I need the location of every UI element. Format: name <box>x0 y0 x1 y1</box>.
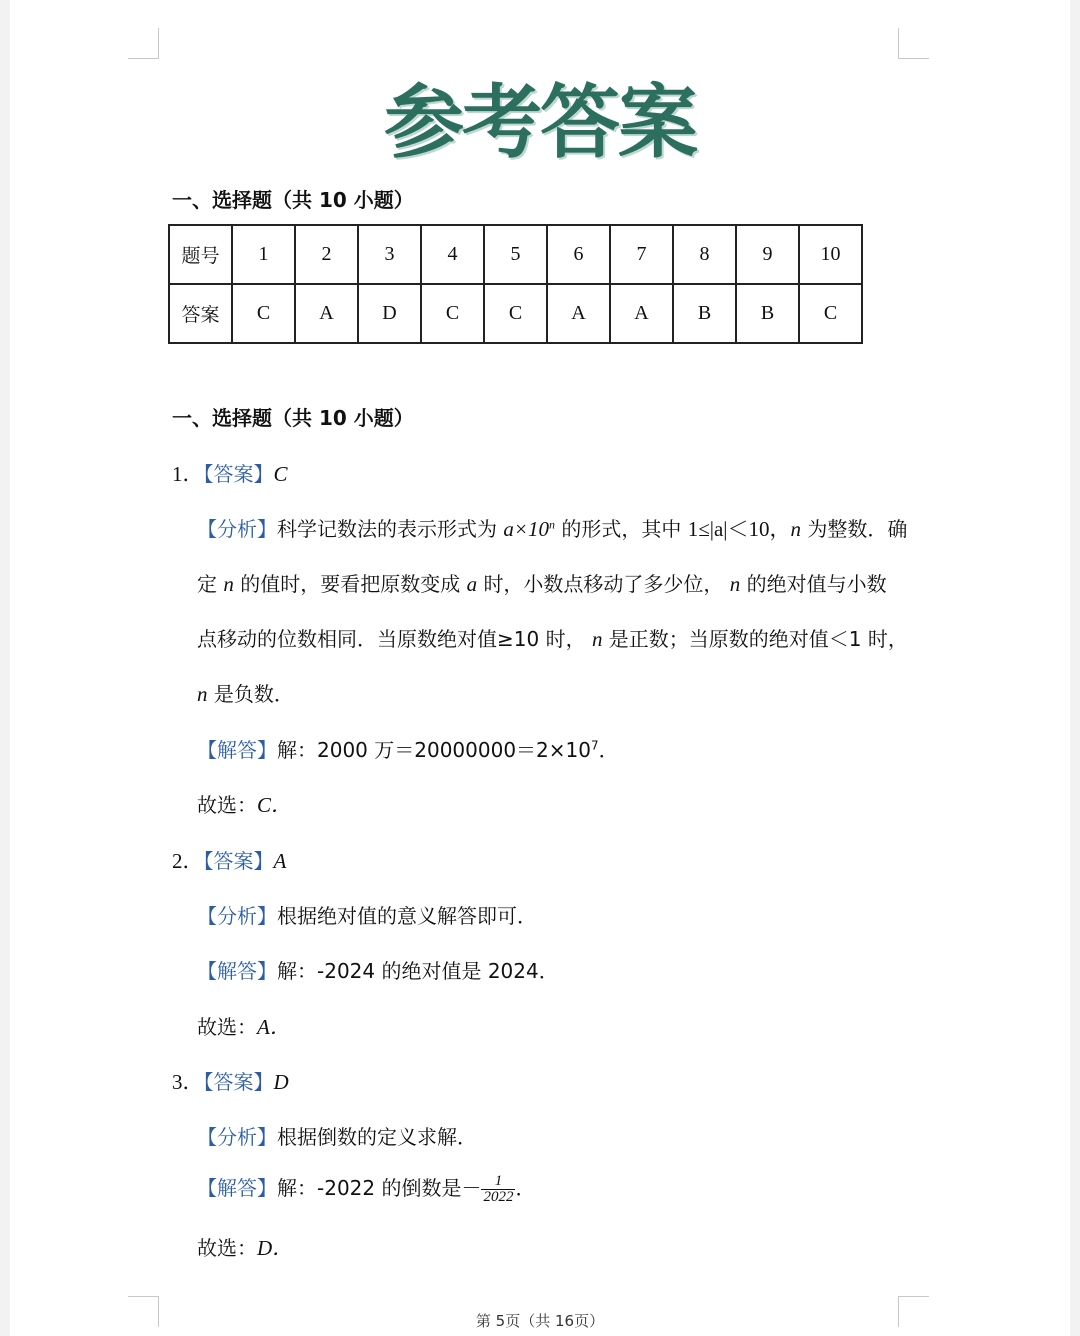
table-cell: D <box>358 284 421 343</box>
analysis-tag: 【分析】 <box>197 1125 277 1149</box>
q3-choose-line: 故选：D． <box>197 1236 294 1260</box>
q3-analysis-line: 【分析】根据倒数的定义求解． <box>197 1125 477 1149</box>
solution-tag: 【解答】 <box>197 959 277 983</box>
table-cell: 3 <box>358 225 421 284</box>
table-cell: A <box>610 284 673 343</box>
answer-value: A <box>273 849 287 873</box>
table-cell: B <box>736 284 799 343</box>
table-cell: 8 <box>673 225 736 284</box>
table-row-numbers <box>169 225 862 284</box>
analysis-tag: 【分析】 <box>197 517 277 541</box>
q1-analysis-line-1: 【分析】科学记数法的表示形式为 $a\times 10^n$ 的形式，其中 1≤|a|＜10，n 为整数．确 <box>197 517 908 541</box>
table-cell: 10 <box>799 225 862 284</box>
q1-analysis-line-3: 点移动的位数相同．当原数绝对值≥10 时， n 是正数；当原数的绝对值＜1 时， <box>197 627 908 651</box>
q2-solution-line: 【解答】解：-2024 的绝对值是 2024． <box>197 959 559 983</box>
table-row-label: 题号 <box>169 225 232 284</box>
section-heading-solutions: 一、选择题（共 10 小题） <box>172 406 414 430</box>
q1-solution-line: 【解答】解：2000 万$=20000000=2\times 10^7$． <box>197 738 619 762</box>
table-cell: C <box>232 284 295 343</box>
q3-solution-line: 【解答】解：-2022 的倒数是－ $\frac{1}{2022}$ ． <box>197 1173 536 1205</box>
q1-analysis-line-4: n 是负数． <box>197 682 294 706</box>
q1-analysis-line-2: 定 n 的值时，要看把原数变成 a 时，小数点移动了多少位， n 的绝对值与小数 <box>197 572 887 596</box>
fraction: $\frac{1}{2022}$ <box>483 1173 514 1205</box>
solution-tag: 【解答】 <box>197 738 277 762</box>
answer-tag: 【答案】 <box>203 462 274 486</box>
table-row-answers <box>169 284 862 343</box>
section-heading-choice: 一、选择题（共 10 小题） <box>172 188 414 212</box>
q3-answer-line: 3．【答案】D <box>172 1070 289 1094</box>
crop-mark-top-left <box>128 28 159 59</box>
answer-tag: 【答案】 <box>203 1070 274 1094</box>
table-cell: B <box>673 284 736 343</box>
q1-answer-line: 1．【答案】C <box>172 462 288 486</box>
table-cell: 4 <box>421 225 484 284</box>
table-cell: A <box>547 284 610 343</box>
answer-table <box>168 224 863 344</box>
page-footer: 第 5页（共 16页） <box>475 1312 605 1330</box>
answer-tag: 【答案】 <box>203 849 274 873</box>
table-row-label: 答案 <box>169 284 232 343</box>
table-cell: A <box>295 284 358 343</box>
answer-value: D <box>273 1070 289 1094</box>
analysis-tag: 【分析】 <box>197 904 277 928</box>
table-cell: 5 <box>484 225 547 284</box>
answer-value: C <box>273 462 288 486</box>
q2-answer-line: 2．【答案】A <box>172 849 287 873</box>
table-cell: 9 <box>736 225 799 284</box>
q2-analysis-line: 【分析】根据绝对值的意义解答即可． <box>197 904 537 928</box>
crop-mark-top-right <box>898 28 929 59</box>
q1-choose-line: 故选：C． <box>197 793 293 817</box>
page-title: 参考答案 <box>384 76 696 169</box>
table-cell: 6 <box>547 225 610 284</box>
table-cell: 1 <box>232 225 295 284</box>
table-cell: C <box>484 284 547 343</box>
document-page <box>10 0 1070 1336</box>
solution-tag: 【解答】 <box>197 1176 277 1200</box>
table-cell: 7 <box>610 225 673 284</box>
table-cell: C <box>421 284 484 343</box>
q2-choose-line: 故选：A． <box>197 1015 291 1039</box>
table-cell: C <box>799 284 862 343</box>
table-cell: 2 <box>295 225 358 284</box>
